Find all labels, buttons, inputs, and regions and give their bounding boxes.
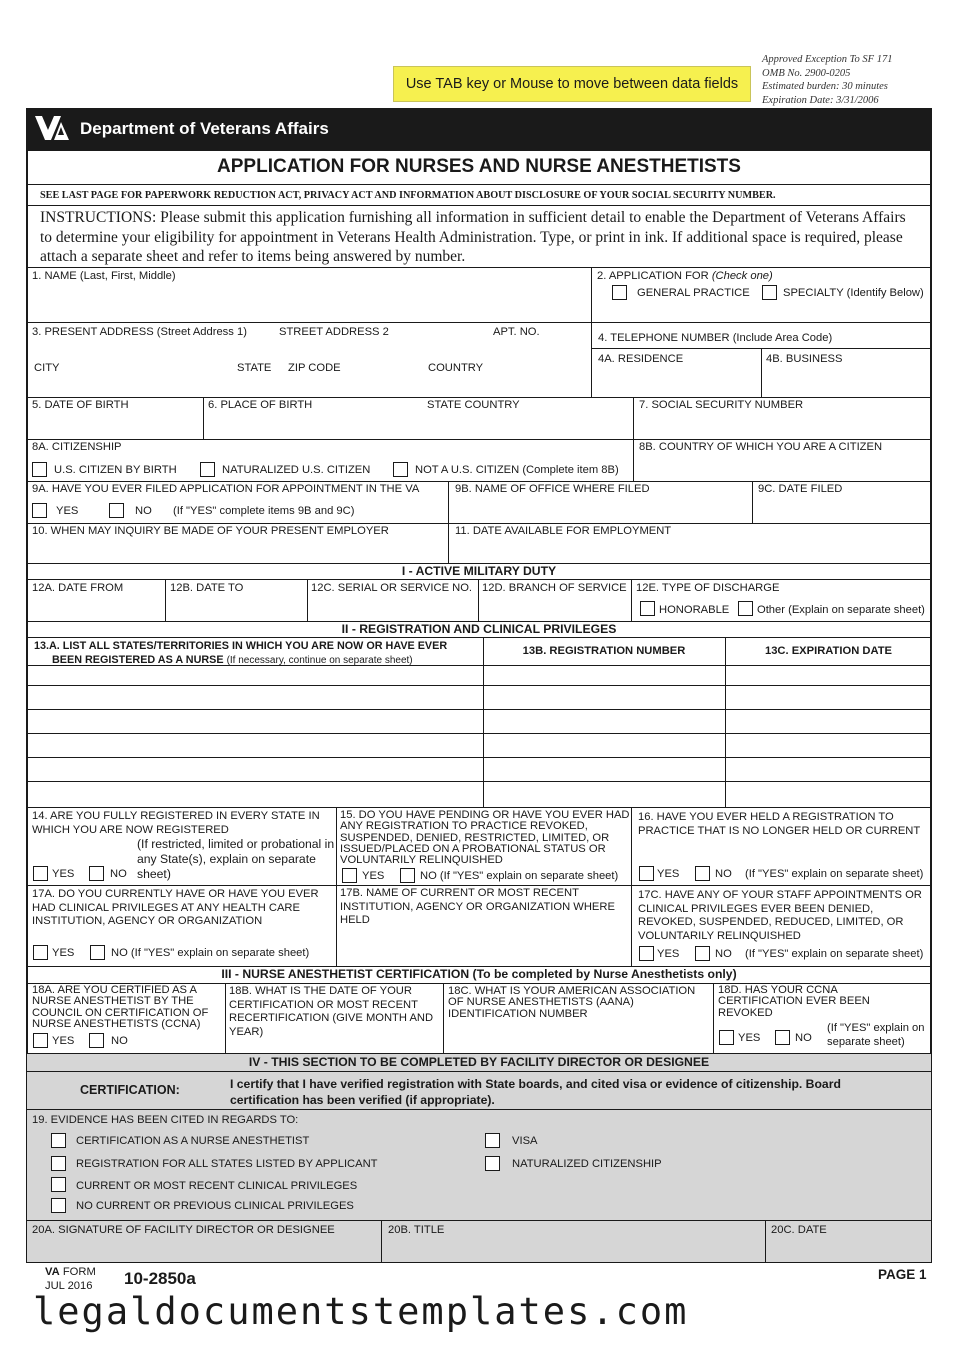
filed-application-label: 9A. HAVE YOU EVER FILED APPLICATION FOR APPOINTMENT IN THE VA bbox=[32, 483, 420, 495]
office-filed-label: 9B. NAME OF OFFICE WHERE FILED bbox=[455, 483, 650, 495]
registered-no-label: NO bbox=[110, 868, 127, 880]
certification-statement: I certify that I have verified registration with State boards, and cited visa or evidence of citizenship. Board certification has been verified (if appropriate). bbox=[230, 1077, 841, 1107]
citizen-by-birth-label: U.S. CITIZEN BY BIRTH bbox=[54, 464, 177, 476]
country-of-citizenship-field[interactable] bbox=[637, 456, 927, 478]
evidence-registration-label: REGISTRATION FOR ALL STATES LISTED BY APPLICANT bbox=[76, 1158, 378, 1170]
filed-no-checkbox[interactable] bbox=[109, 503, 124, 518]
date-to-label: 12B. DATE TO bbox=[170, 582, 244, 594]
revoked-yes-checkbox[interactable] bbox=[342, 868, 357, 883]
title-field[interactable] bbox=[386, 1238, 760, 1260]
form-date: JUL 2016 bbox=[45, 1280, 93, 1292]
former-registration-label: 16. HAVE YOU EVER HELD A REGISTRATION TO PRACTICE THAT IS NO LONGER HELD OR CURRENT bbox=[638, 811, 921, 837]
employer-inquiry-field[interactable] bbox=[30, 540, 444, 560]
expiration-date-column[interactable] bbox=[728, 667, 928, 805]
title-label: 20B. TITLE bbox=[388, 1224, 445, 1236]
discharge-type-label: 12E. TYPE OF DISCHARGE bbox=[636, 582, 780, 594]
former-note: (If "YES" explain on separate sheet) bbox=[745, 868, 924, 880]
registration-number-column[interactable] bbox=[486, 667, 722, 805]
business-phone-field[interactable] bbox=[765, 368, 927, 394]
ccna-revoked-label: 18D. HAS YOUR CCNA CERTIFICATION EVER BEEN REVOKED bbox=[718, 984, 870, 1019]
privileges-yes-label: YES bbox=[52, 947, 75, 959]
form-series: VA FORM bbox=[45, 1266, 96, 1278]
evidence-visa-checkbox[interactable] bbox=[485, 1133, 500, 1148]
ccna-no-checkbox[interactable] bbox=[89, 1033, 104, 1048]
omb-line: OMB No. 2900-0205 bbox=[762, 67, 851, 79]
evidence-current-privileges-label: CURRENT OR MOST RECENT CLINICAL PRIVILEGES bbox=[76, 1180, 358, 1192]
filed-yes-checkbox[interactable] bbox=[32, 503, 47, 518]
revoked-ccna-yes-label: YES bbox=[738, 1032, 761, 1044]
present-address-field[interactable] bbox=[30, 340, 588, 392]
street-address-2-label: STREET ADDRESS 2 bbox=[279, 326, 389, 338]
other-discharge-checkbox[interactable] bbox=[738, 601, 753, 616]
fully-registered-note: (If restricted, limited or probational in any State(s), explain on separate sheet) bbox=[137, 837, 335, 881]
citizen-by-birth-checkbox[interactable] bbox=[32, 462, 47, 477]
va-logo-icon bbox=[34, 114, 70, 142]
evidence-naturalized-checkbox[interactable] bbox=[485, 1156, 500, 1171]
staff-no-checkbox[interactable] bbox=[695, 946, 710, 961]
citizenship-label: 8A. CITIZENSHIP bbox=[32, 441, 122, 453]
honorable-checkbox[interactable] bbox=[640, 601, 655, 616]
country-of-citizenship-label: 8B. COUNTRY OF WHICH YOU ARE A CITIZEN bbox=[639, 441, 883, 453]
place-of-birth-label: 6. PLACE OF BIRTH bbox=[208, 399, 313, 411]
evidence-registration-checkbox[interactable] bbox=[51, 1156, 66, 1171]
omb-approval-block bbox=[762, 53, 952, 107]
section-military-heading: I - ACTIVE MILITARY DUTY bbox=[28, 564, 930, 579]
employer-inquiry-label: 10. WHEN MAY INQUIRY BE MADE OF YOUR PRESENT EMPLOYER bbox=[32, 525, 389, 537]
staff-note: (If "YES" explain on separate sheet) bbox=[745, 948, 924, 960]
staff-no-label: NO bbox=[715, 948, 732, 960]
specialty-label: SPECIALTY (Identify Below) bbox=[783, 287, 924, 299]
form-number: 10-2850a bbox=[124, 1269, 196, 1288]
institution-name-field[interactable] bbox=[340, 930, 628, 964]
privileges-no-checkbox[interactable] bbox=[90, 945, 105, 960]
form-title: APPLICATION FOR NURSES AND NURSE ANESTHETISTS bbox=[217, 156, 741, 177]
apt-no-label: APT. NO. bbox=[493, 326, 540, 338]
other-discharge-label: Other (Explain on separate sheet) bbox=[757, 604, 925, 616]
omb-line: Approved Exception To SF 171 bbox=[762, 54, 893, 65]
states-registered-label: 13.A. LIST ALL STATES/TERRITORIES IN WHICH YOU ARE NOW OR HAVE EVER bbox=[34, 640, 448, 652]
institution-name-label: 17B. NAME OF CURRENT OR MOST RECENT INSTITUTION, AGENCY OR ORGANIZATION WHERE HELD bbox=[340, 887, 615, 926]
name-field[interactable] bbox=[30, 285, 588, 321]
telephone-label: 4. TELEPHONE NUMBER (Include Area Code) bbox=[598, 332, 833, 344]
city-label: CITY bbox=[34, 362, 60, 374]
registered-yes-label: YES bbox=[52, 868, 75, 880]
registered-no-checkbox[interactable] bbox=[89, 866, 104, 881]
naturalized-citizen-checkbox[interactable] bbox=[200, 462, 215, 477]
residence-phone-field[interactable] bbox=[595, 368, 757, 394]
disclosure-notice: SEE LAST PAGE FOR PAPERWORK REDUCTION ACT, PRIVACY ACT AND INFORMATION ABOUT DISCLOSURE OF YOUR SOCIAL SECURITY NUMBER. bbox=[40, 190, 776, 201]
ccna-no-label: NO bbox=[111, 1035, 128, 1047]
evidence-no-privileges-label: NO CURRENT OR PREVIOUS CLINICAL PRIVILEGES bbox=[76, 1200, 354, 1212]
staff-appointments-label: 17C. HAVE ANY OF YOUR STAFF APPOINTMENTS OR CLINICAL PRIVILEGES EVER BEEN DENIED, REVOKED, SUSPENDED, REDUCED, LIMITED, OR VOLUNTARILY RELINQUISHED bbox=[638, 889, 922, 942]
former-yes-checkbox[interactable] bbox=[639, 866, 654, 881]
revoked-ccna-note: (If "YES" explain on separate sheet) bbox=[827, 1022, 925, 1048]
general-practice-label: GENERAL PRACTICE bbox=[637, 287, 750, 299]
department-banner bbox=[26, 108, 932, 149]
states-table-column[interactable] bbox=[30, 667, 480, 805]
page-number: PAGE 1 bbox=[878, 1267, 927, 1282]
navigation-hint-banner: Use TAB key or Mouse to move between data fields bbox=[393, 66, 751, 102]
former-no-label: NO bbox=[715, 868, 732, 880]
section-anesthetist-heading: III - NURSE ANESTHETIST CERTIFICATION (To be completed by Nurse Anesthetists only) bbox=[28, 967, 930, 982]
privileges-yes-checkbox[interactable] bbox=[33, 945, 48, 960]
state-label: STATE bbox=[237, 362, 272, 374]
filed-note: (If "YES" complete items 9B and 9C) bbox=[173, 505, 355, 517]
specialty-checkbox[interactable] bbox=[762, 285, 777, 300]
revoked-no-checkbox[interactable] bbox=[400, 868, 415, 883]
naturalized-citizen-label: NATURALIZED U.S. CITIZEN bbox=[222, 464, 371, 476]
name-field-label: 1. NAME (Last, First, Middle) bbox=[32, 270, 176, 282]
present-address-label: 3. PRESENT ADDRESS (Street Address 1) bbox=[32, 326, 247, 338]
evidence-anesthetist-label: CERTIFICATION AS A NURSE ANESTHETIST bbox=[76, 1135, 310, 1147]
evidence-naturalized-label: NATURALIZED CITIZENSHIP bbox=[512, 1158, 662, 1170]
ccna-yes-checkbox[interactable] bbox=[33, 1033, 48, 1048]
filed-yes-label: YES bbox=[56, 505, 79, 517]
fully-registered-label: 14. ARE YOU FULLY REGISTERED IN EVERY STATE IN WHICH YOU ARE NOW REGISTERED bbox=[32, 810, 320, 836]
section-facility-heading: IV - THIS SECTION TO BE COMPLETED BY FACILITY DIRECTOR OR DESIGNEE bbox=[28, 1055, 930, 1070]
signature-label: 20A. SIGNATURE OF FACILITY DIRECTOR OR DESIGNEE bbox=[32, 1224, 335, 1236]
date-field[interactable] bbox=[769, 1238, 927, 1260]
date-of-birth-field[interactable] bbox=[30, 414, 200, 436]
honorable-label: HONORABLE bbox=[659, 604, 730, 616]
not-citizen-checkbox[interactable] bbox=[393, 462, 408, 477]
ccna-yes-label: YES bbox=[52, 1035, 75, 1047]
service-number-label: 12C. SERIAL OR SERVICE NO. bbox=[311, 582, 473, 594]
evidence-current-privileges-checkbox[interactable] bbox=[51, 1177, 66, 1192]
ssn-field[interactable] bbox=[637, 414, 927, 436]
birth-state-country-label: STATE COUNTRY bbox=[427, 399, 520, 411]
evidence-no-privileges-checkbox[interactable] bbox=[51, 1198, 66, 1213]
former-yes-label: YES bbox=[657, 868, 680, 880]
ccna-certified-label: 18A. ARE YOU CERTIFIED AS A NURSE ANESTHETIST BY THE COUNCIL ON CERTIFICATION OF NURSE ANESTHETISTS (CCNA) bbox=[32, 984, 209, 1030]
clinical-privileges-label: 17A. DO YOU CURRENTLY HAVE OR HAVE YOU EVER HAD CLINICAL PRIVILEGES AT ANY HEALTH CARE INSTITUTION, AGENCY OR ORGANIZATION bbox=[32, 888, 319, 927]
date-filed-field[interactable] bbox=[756, 498, 927, 520]
revoked-ccna-no-label: NO bbox=[795, 1032, 812, 1044]
application-for-label: 2. APPLICATION FOR (Check one) bbox=[597, 270, 773, 282]
former-no-checkbox[interactable] bbox=[695, 866, 710, 881]
not-citizen-label: NOT A U.S. CITIZEN (Complete item 8B) bbox=[415, 464, 619, 476]
privileges-no-label: NO (If "YES" explain on separate sheet) bbox=[111, 947, 310, 959]
registered-yes-checkbox[interactable] bbox=[33, 866, 48, 881]
instructions-text: INSTRUCTIONS: Please submit this application furnishing all information in sufficient detail to enable the Department of Veterans Affairs to determine your eligibility for appointment in Veterans Health Administration. Type, or print in ink. If additional space is required, please attach a separate sheet and refer to items being answered by number. bbox=[40, 209, 906, 265]
date-from-label: 12A. DATE FROM bbox=[32, 582, 124, 594]
zip-code-label: ZIP CODE bbox=[288, 362, 341, 374]
date-label: 20C. DATE bbox=[771, 1224, 827, 1236]
states-registered-label-2: BEEN REGISTERED AS A NURSE (If necessary, continue on separate sheet) bbox=[52, 654, 413, 666]
date-available-field[interactable] bbox=[453, 540, 927, 560]
ssn-label: 7. SOCIAL SECURITY NUMBER bbox=[639, 399, 804, 411]
registration-number-label: 13B. REGISTRATION NUMBER bbox=[522, 645, 686, 657]
staff-yes-label: YES bbox=[657, 948, 680, 960]
revoked-ccna-no-checkbox[interactable] bbox=[775, 1030, 790, 1045]
filed-no-label: NO bbox=[135, 505, 152, 517]
branch-label: 12D. BRANCH OF SERVICE bbox=[482, 582, 627, 594]
revoked-yes-label: YES bbox=[362, 870, 385, 882]
omb-line: Estimated burden: 30 minutes bbox=[762, 81, 888, 92]
place-of-birth-field[interactable] bbox=[207, 414, 629, 436]
staff-yes-checkbox[interactable] bbox=[639, 946, 654, 961]
country-label: COUNTRY bbox=[428, 362, 484, 374]
office-filed-field[interactable] bbox=[453, 498, 747, 520]
evidence-anesthetist-checkbox[interactable] bbox=[51, 1133, 66, 1148]
date-available-label: 11. DATE AVAILABLE FOR EMPLOYMENT bbox=[455, 525, 672, 537]
certification-label: CERTIFICATION: bbox=[80, 1083, 180, 1097]
certification-date-label: 18B. WHAT IS THE DATE OF YOUR CERTIFICATION OR MOST RECENT RECERTIFICATION (GIVE MONTH AND YEAR) bbox=[229, 985, 434, 1038]
revoked-registration-label: 15. DO YOU HAVE PENDING OR HAVE YOU EVER HAD ANY REGISTRATION TO PRACTICE REVOKED, SUSPENDED, DENIED, RESTRICTED, LIMITED, OR ISSUED/PLACED ON A PROBATIONAL STATUS OR VOLUNTARILY RELINQUISHED bbox=[340, 809, 630, 867]
evidence-cited-label: 19. EVIDENCE HAS BEEN CITED IN REGARDS TO: bbox=[32, 1114, 299, 1126]
expiration-date-label: 13C. EXPIRATION DATE bbox=[764, 645, 892, 657]
date-of-birth-label: 5. DATE OF BIRTH bbox=[32, 399, 129, 411]
residence-phone-label: 4A. RESIDENCE bbox=[598, 353, 684, 365]
revoked-ccna-yes-checkbox[interactable] bbox=[719, 1030, 734, 1045]
aana-id-label: 18C. WHAT IS YOUR AMERICAN ASSOCIATION OF NURSE ANESTHETISTS (AANA) IDENTIFICATION NUMBER bbox=[448, 985, 696, 1020]
business-phone-label: 4B. BUSINESS bbox=[766, 353, 843, 365]
revoked-no-label: NO (If "YES" explain on separate sheet) bbox=[420, 870, 619, 882]
watermark-text: legaldocumentstemplates.com bbox=[33, 1290, 689, 1333]
date-filed-label: 9C. DATE FILED bbox=[758, 483, 843, 495]
aana-id-field[interactable] bbox=[448, 1022, 708, 1050]
department-name: Department of Veterans Affairs bbox=[80, 119, 329, 138]
omb-line: Expiration Date: 3/31/2006 bbox=[762, 94, 879, 106]
general-practice-checkbox[interactable] bbox=[612, 285, 627, 300]
evidence-visa-label: VISA bbox=[512, 1135, 538, 1147]
section-registration-heading: II - REGISTRATION AND CLINICAL PRIVILEGES bbox=[28, 622, 930, 637]
signature-field[interactable] bbox=[30, 1238, 376, 1260]
